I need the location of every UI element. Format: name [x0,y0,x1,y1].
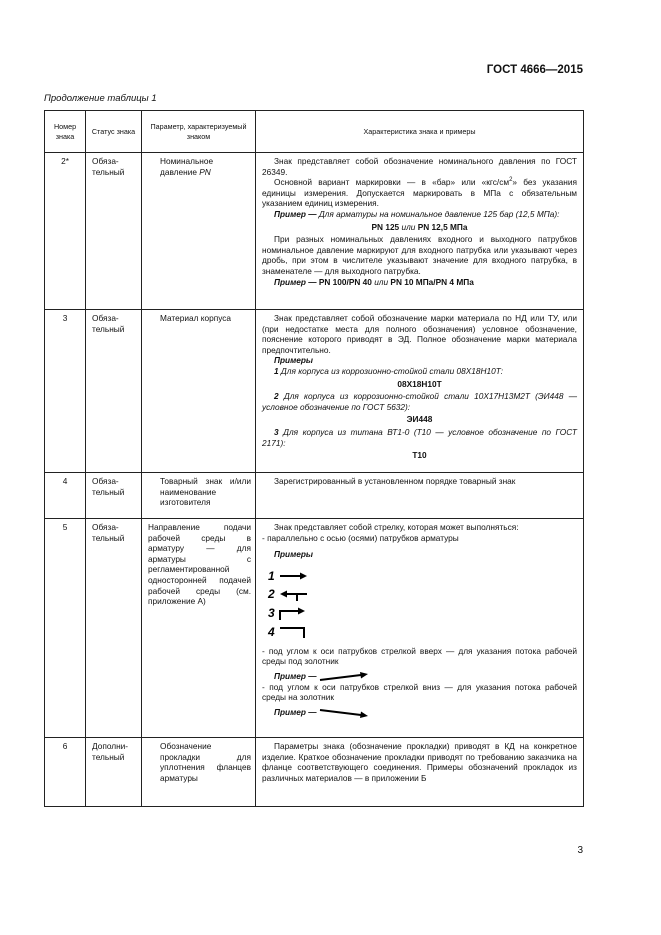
table-row [45,519,584,738]
row-num: 5 [45,519,86,738]
text-fragment: 3 [274,427,279,438]
row-num: 6 [45,738,86,807]
row-param: Направление подачи рабочей среды в арматуру — для арматуры с регламентированной односторонней подачей рабочей среды (см. приложение А) [142,519,256,738]
text-fragment: PN 100/PN 40 [318,276,375,287]
desc-paragraph: При разных номинальных давлениях входного и выходного патрубков номинальное давление маркируют для входного патрубка или указывают через дробь, при этом в числителе указывают значение для входного патрубка, в знаменателе — для выходного патрубка. [262,234,577,277]
example [262,427,577,448]
row-desc [256,738,584,807]
text-fragment: PN 125 [371,221,402,232]
row-status: Обяза-тельный [86,153,142,310]
row-num: 3 [45,310,86,473]
text-fragment: » без указания единицы измерения. Допускается маркировать в МПа с обязательным указанием единиц измерения. [262,177,577,209]
example [262,366,577,377]
text-fragment: 1 [274,366,279,377]
superscript: 2 [509,177,513,184]
text-fragment: Для корпуса из коррозионно-стойкой стали 10Х17Н13М2Т (ЭИ448 — условное обозначение по ГОСТ 5632): [262,391,577,412]
text-fragment: или [374,276,389,287]
table-row [45,310,584,473]
desc-paragraph: Параметры знака (обозначение прокладки) приводят в КД на конкретное изделие. Краткое обозначение прокладки приводят по требованию заказчика на фланце соответствующего соединения. Примеры обозначений прокладок из различных материалов — в приложении Б [262,741,577,783]
param-pn: PN [199,166,211,177]
desc-paragraph: Знак представляет собой обозначение марки материала по НД или ТУ, или (при недостатке места для полного обозначения) условное обозначение, пояснение которого приводят в ЭД. Полное обозначение марки материала предпочтительно. [262,313,577,355]
arrow-angled-down-icon [319,708,369,718]
row-status: Обяза-тельный [86,310,142,473]
row-param: Обозначение прокладки для уплотнения фланцев арматуры [142,738,256,807]
example-label: Пример — [274,209,319,220]
table-row [45,473,584,519]
arrow-label-4: 4 [268,624,275,639]
examples-label [262,549,577,560]
arrow-angled-up-icon [319,672,369,682]
arrow-diagrams [266,568,346,640]
example-value [262,222,577,233]
page-number: 3 [577,845,583,856]
desc-paragraph: - под углом к оси патрубков стрелкой вверх — для указания потока рабочей среды под золотник [262,645,577,667]
arrow-label-3: 3 [268,605,275,620]
table-header-row [45,111,584,153]
row-desc [256,153,584,310]
example-value: Т10 [412,450,427,461]
row-param [142,153,256,310]
table-row [45,153,584,310]
desc-paragraph: Знак представляет собой обозначение номинального давления по ГОСТ 26349. [262,156,577,177]
arrow-right-icon [280,572,307,579]
example [262,277,577,288]
example-label: Пример — [274,671,317,682]
col-header-status: Статус знака [86,111,142,153]
example [262,671,577,682]
text-fragment: Основной вариант маркировки — в «бар» или «кгс/см [274,177,510,188]
text-fragment: Для корпуса из коррозионно-стойкой стали 08Х18Н10Т: [278,366,503,377]
row-status: Дополни-тельный [86,738,142,807]
row-desc [256,310,584,473]
text-fragment: Примеры [274,549,314,560]
desc-paragraph: Знак представляет собой стрелку, которая может выполняться: [274,522,519,532]
marking-table [44,110,584,807]
row-desc [256,473,584,519]
table-caption: Продолжение таблицы 1 [44,93,157,104]
arrow-corner-down-icon [280,627,304,638]
arrow-left-tee-icon [280,590,307,601]
desc-paragraph: - параллельно с осью (осями) патрубков арматуры [262,532,459,543]
desc-paragraph: - под углом к оси патрубков стрелкой вниз — для указания потока рабочей среды на золотник [262,681,577,703]
example [262,209,577,220]
arrow-label-2: 2 [268,586,275,601]
text-fragment: PN 10 МПа/PN 4 МПа [388,276,474,287]
arrow-examples [266,568,577,640]
desc-paragraph: Зарегистрированный в установленном порядке товарный знак [274,476,516,486]
row-desc [256,519,584,738]
examples-label [262,355,577,366]
row-status: Обяза-тельный [86,519,142,738]
col-header-desc: Характеристика знака и примеры [256,111,584,153]
row-param: Материал корпуса [142,310,256,473]
text-fragment: Для корпуса из титана ВТ1-0 (Т10 — условное обозначение по ГОСТ 2171): [262,427,577,448]
example-text: Для арматуры на номинальное давление 125 бар (12,5 МПа): [318,209,560,220]
example [262,707,577,718]
row-num: 4 [45,473,86,519]
text-fragment: 2 [274,391,279,402]
example-label: Пример — [274,707,317,718]
text-fragment: PN 12,5 МПа [415,221,468,232]
row-num: 2* [45,153,86,310]
document-id: ГОСТ 4666—2015 [486,64,583,76]
example [262,391,577,412]
param-text: Номинальное давление [160,156,214,177]
desc-paragraph [262,177,577,209]
arrow-label-1: 1 [268,568,275,583]
example-value: 08Х18Н10Т [397,378,442,389]
table-row [45,738,584,807]
arrow-corner-up-icon [279,607,305,620]
col-header-param: Параметр, характеризуемый знаком [142,111,256,153]
row-status: Обяза-тельный [86,473,142,519]
example-value: ЭИ448 [406,414,433,425]
example-label: Пример — [274,276,319,287]
text-fragment: Примеры [274,355,314,366]
text-fragment: или [401,221,416,232]
row-param: Товарный знак и/или наименование изготовителя [142,473,256,519]
col-header-num: Номер знака [45,111,86,153]
